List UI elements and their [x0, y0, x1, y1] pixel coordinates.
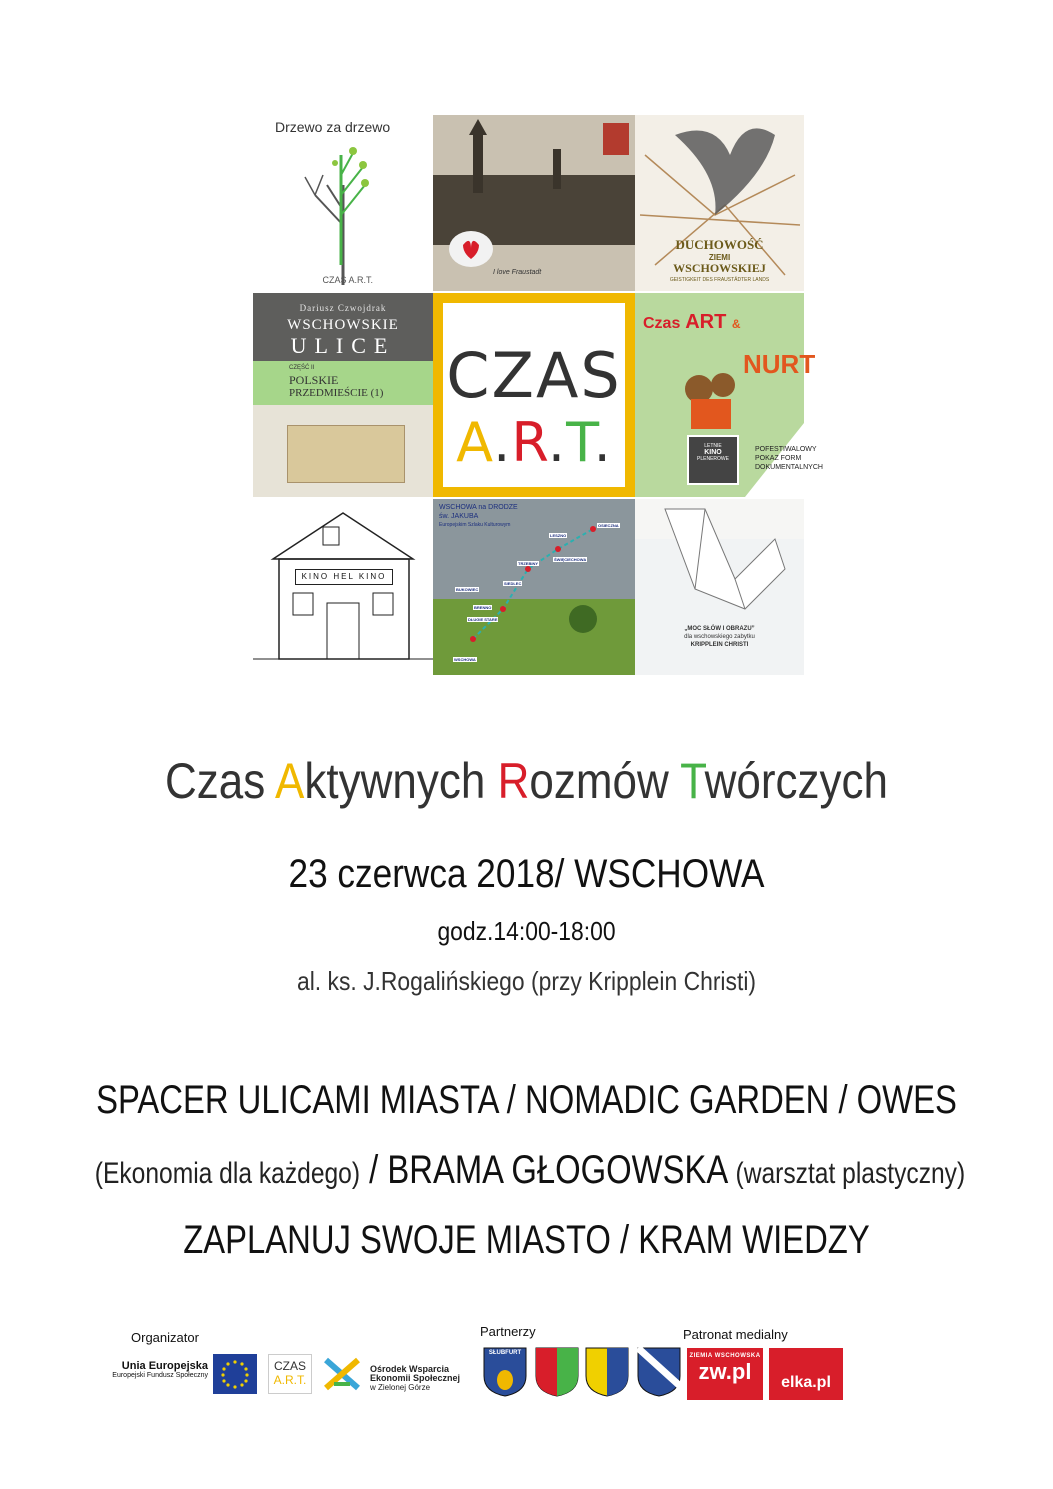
tile-jakub [433, 499, 635, 675]
owes-line2: Ekonomii Społecznej [370, 1373, 461, 1383]
moc-line3: KRIPPLEIN CHRISTI [690, 642, 749, 648]
crest-label: SŁUBFURT [488, 1350, 522, 1356]
ulice-header [253, 293, 433, 361]
zw-top-text: ZIEMIA WSCHOWSKA [689, 1353, 761, 1359]
jakub-line2: św. JAKUBA [439, 513, 479, 520]
czas-art-logo [443, 303, 625, 487]
czas-word: CZAS [446, 339, 622, 412]
postcard-image [433, 115, 635, 291]
owes-line3: w Zielonej Górze [370, 1383, 431, 1392]
czas-art-small-logo [268, 1354, 312, 1394]
owes-x-icon [322, 1356, 362, 1392]
program-line2b: / BRAMA GŁOGOWSKA [360, 1148, 736, 1192]
title-part: ozmów [529, 753, 681, 809]
pof-line1: POFESTIWALOWY [755, 446, 817, 453]
title-part: Czas [164, 753, 276, 809]
crest-3 [584, 1346, 630, 1398]
jakub-line3: Europejskim Szlaku Kulturowym [439, 522, 511, 528]
kino-line2: KINO [704, 449, 722, 456]
kino-sign: KINO HEL KINO [295, 569, 393, 585]
eu-stars-icon [213, 1354, 257, 1394]
owes-logo [322, 1356, 362, 1392]
title-letter-t: T [680, 753, 705, 809]
tile-ulice [253, 293, 433, 497]
eagle-crest-icon [534, 1346, 580, 1398]
jakub-title [439, 503, 518, 530]
crest-slubfurt [482, 1346, 528, 1398]
kino-plenerowe-box [687, 435, 739, 485]
postcard-caption: I love Fraustadt [493, 269, 542, 276]
nurt-czas: Czas [643, 315, 681, 332]
crest-4 [636, 1346, 682, 1398]
nurt-amp: & [731, 317, 741, 331]
event-title [63, 752, 990, 810]
art-word [443, 411, 625, 474]
kino-line3: PLENEROWE [697, 456, 729, 462]
tile-kino-building [253, 499, 433, 675]
moc-line1: „MOC SŁÓW I OBRAZU” [684, 626, 755, 632]
tree-illustration [253, 115, 433, 291]
program-line2a: (Ekonomia dla każdego) [94, 1157, 361, 1190]
title-letter-a: A [275, 753, 305, 809]
shield-crest-icon [584, 1346, 630, 1398]
program-line2 [94, 1148, 966, 1193]
tile-czas-art [433, 293, 635, 497]
event-address: al. ks. J.Rogalińskiego (przy Kripplein Christi) [296, 966, 757, 996]
tile-nurt [635, 293, 823, 497]
zw-main-text: zw.pl [698, 1359, 752, 1384]
czas-logo-line1: CZAS [273, 1359, 306, 1373]
pof-line2: POKAZ FORM [755, 455, 802, 462]
title-part: wórczych [704, 753, 889, 809]
stop-label: TRZEBINY [518, 561, 538, 566]
duchowosc-line2: ZIEMI [708, 253, 731, 262]
tile-postcard [433, 115, 635, 291]
pof-line3: DOKUMENTALNYCH [755, 464, 823, 471]
stop-label: ŚWIĘCIECHOWA [554, 557, 587, 562]
crest-2 [534, 1346, 580, 1398]
stop-label: BUKOWIEC [456, 587, 479, 592]
event-hours: godz.14:00-18:00 [437, 916, 616, 946]
tile-duchowosc [635, 115, 804, 291]
art-dot-2: . [547, 411, 567, 474]
stop-label: OSIECZNA [598, 523, 619, 528]
jakub-line1: WSCHOWA na DRODZE [439, 504, 518, 511]
ue-line2: Europejski Fundusz Społeczny [112, 1372, 208, 1379]
nurt-art: ART [685, 311, 727, 333]
image-collage [253, 115, 823, 675]
diagonal-crest-icon [636, 1346, 682, 1398]
title-part: ktywnych [304, 753, 498, 809]
media-label: Patronat medialny [683, 1327, 788, 1342]
art-dot-1: . [493, 411, 512, 474]
pof-text [755, 445, 823, 472]
ulice-part: CZĘŚĆ II [289, 365, 315, 371]
ulice-map-image [287, 425, 405, 483]
partners-label: Partnerzy [480, 1324, 536, 1339]
ulice-subtitle1: POLSKIE [289, 373, 339, 387]
tile-tree [253, 115, 433, 291]
duchowosc-line1: DUCHOWOŚĆ [675, 237, 764, 252]
owes-line1: Ośrodek Wsparcia [370, 1364, 450, 1374]
ulice-author: Dariusz Czwojdrak [299, 303, 387, 313]
ulice-title2: ULICE [290, 333, 396, 358]
duchowosc-line4: GEISTIGKEIT DES FRAUSTÄDTER LANDS [669, 277, 770, 283]
ulice-subtitle2: PRZEDMIEŚCIE (1) [289, 387, 384, 399]
czas-logo-line2: A.R.T. [273, 1373, 307, 1387]
program-line2c: (warsztat plastyczny) [735, 1157, 966, 1190]
ulice-subtitle-band [253, 361, 433, 405]
ue-line1: Unia Europejska [121, 1360, 208, 1372]
building-sketch [253, 499, 433, 675]
art-dot-3: . [593, 411, 612, 474]
program-line3: ZAPLANUJ SWOJE MIASTO / KRAM WIEDZY [183, 1218, 870, 1262]
duchowosc-line3: WSCHOWSKIEJ [673, 261, 766, 275]
ulice-title1: WSCHOWSKIE [287, 317, 399, 333]
event-date: 23 czerwca 2018/ WSCHOWA [288, 852, 765, 896]
stop-label: LESZNO [550, 533, 567, 538]
art-letter-t: T [566, 411, 594, 474]
tree-title: Drzewo za drzewo [275, 119, 391, 135]
art-letter-r: R [511, 411, 548, 474]
program-line1: SPACER ULICAMI MIASTA / NOMADIC GARDEN / OWES [96, 1078, 957, 1122]
tile-moc [635, 499, 804, 675]
title-letter-r: R [497, 753, 530, 809]
stop-label: WSCHOWA [454, 657, 476, 662]
stop-label: BRENNO [474, 605, 492, 610]
tree-logo: CZAS A.R.T. [322, 275, 373, 285]
nurt-word: NURT [743, 349, 816, 379]
moc-line2: dla wschowskiego zabytku [684, 634, 755, 640]
stop-label: DŁUGIE STARE [468, 617, 498, 622]
kino-line1: LETNIE [704, 443, 722, 449]
elka-pl-logo: elka.pl [769, 1348, 843, 1400]
art-letter-a: A [456, 411, 494, 474]
owes-text [370, 1365, 460, 1392]
eu-flag-logo [213, 1354, 257, 1394]
organizer-label: Organizator [131, 1330, 199, 1345]
zw-pl-logo [687, 1348, 763, 1400]
stop-label: SIEDLEC [504, 581, 522, 586]
moc-text [635, 625, 804, 649]
ue-text [108, 1360, 208, 1379]
